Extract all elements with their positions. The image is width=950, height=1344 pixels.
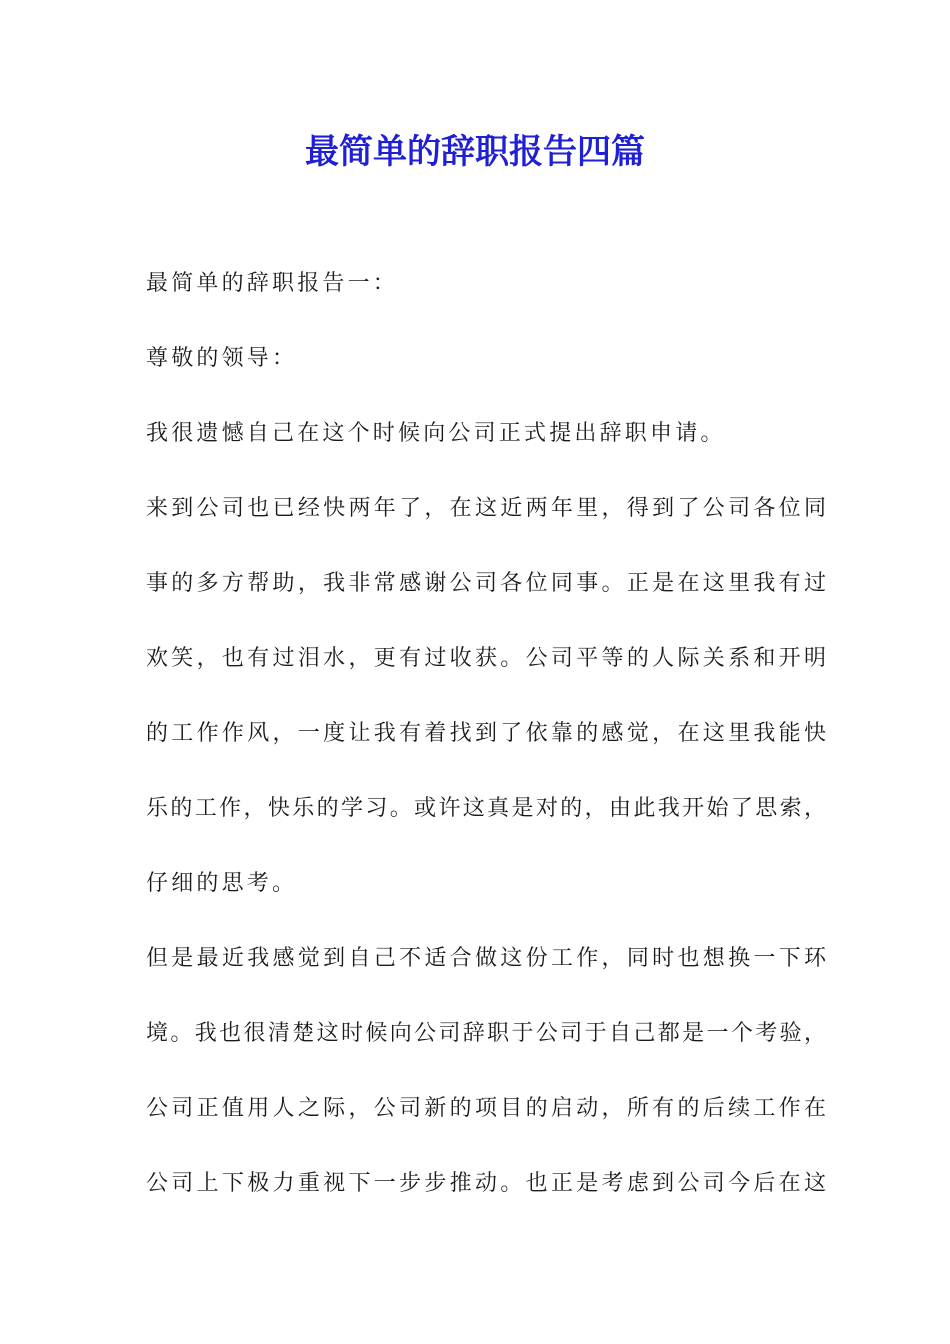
- paragraph-line: 来到公司也已经快两年了，在这近两年里，得到了公司各位同: [146, 496, 826, 521]
- paragraph-line: 欢笑，也有过泪水，更有过收获。公司平等的人际关系和开明: [146, 646, 826, 671]
- salutation: 尊敬的领导：: [146, 346, 298, 371]
- paragraph-line: 但是最近我感觉到自己不适合做这份工作，同时也想换一下环: [146, 946, 826, 971]
- paragraph-line: 境。我也很清楚这时候向公司辞职于公司于自己都是一个考验，: [146, 1021, 826, 1046]
- paragraph-line: 公司上下极力重视下一步步推动。也正是考虑到公司今后在这: [146, 1171, 826, 1196]
- paragraph-line: 的工作作风，一度让我有着找到了依靠的感觉，在这里我能快: [146, 721, 826, 746]
- paragraph-line: 仔细的思考。: [146, 871, 298, 896]
- paragraph-line: 乐的工作，快乐的学习。或许这真是对的，由此我开始了思索，: [146, 796, 826, 821]
- document-title: 最简单的辞职报告四篇: [305, 132, 645, 172]
- paragraph-line: 公司正值用人之际，公司新的项目的启动，所有的后续工作在: [146, 1096, 826, 1121]
- paragraph-line: 我很遗憾自己在这个时候向公司正式提出辞职申请。: [146, 421, 726, 446]
- section-heading: 最简单的辞职报告一：: [146, 271, 399, 296]
- paragraph-line: 事的多方帮助，我非常感谢公司各位同事。正是在这里我有过: [146, 571, 826, 596]
